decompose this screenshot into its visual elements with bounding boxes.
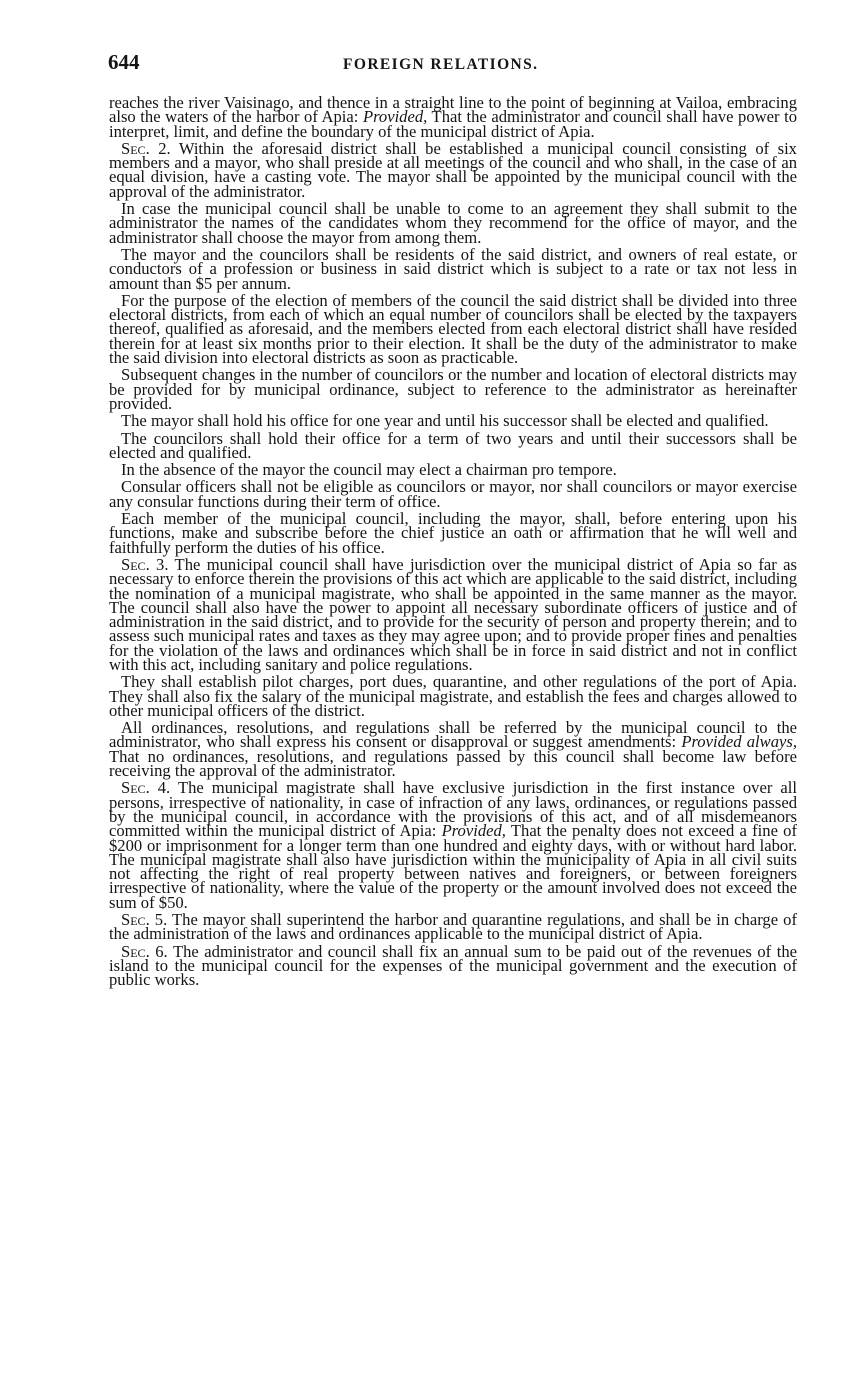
paragraph-text: Each member of the municipal council, including the mayor, shall, before entering upon his functions, make and subscribe before the chief justice an oath or affirmation that he will well and faithfully perform the duties of his office. [109, 509, 797, 557]
paragraph-text: All ordinances, resolutions, and regulations shall be referred by the municipal council to the administrator, who shall express his consent or disapproval or suggest amendments: [109, 718, 797, 752]
paragraph-text: In the absence of the mayor the council may elect a chairman pro tempore. [121, 460, 617, 480]
paragraph-text: That no ordinances, resolutions, and regulations passed by this council shall become law before receiving the approval of the administrator. [109, 746, 797, 781]
section-paragraph [109, 910, 797, 944]
paragraph [109, 244, 797, 293]
page-number: 644 [108, 50, 140, 74]
paragraph-text: reaches the river Vaisinago, and thence in a straight line to the point of beginning at Vailoa, embracing also the waters of the harbor of Apia: [109, 93, 797, 127]
paragraph [109, 477, 797, 511]
paragraph [109, 428, 797, 462]
paragraph-text: They shall establish pilot charges, port dues, quarantine, and other regulations of the port of Apia. They shall also fix the salary of the municipal magistrate, and establish the fees and charges allowed to other municipal officers of the district. [109, 672, 797, 720]
italic-text: Provided, [362, 107, 428, 127]
italic-text: Provided, [441, 821, 506, 841]
section-label: Sec. 4. [121, 778, 171, 798]
paragraph-text: In case the municipal council shall be unable to come to an agreement they shall submit to the administrator the names of the candidates whom they recommend for the office of mayor, and the administrator shall choose the mayor from among them. [109, 199, 797, 247]
section-paragraph [109, 554, 797, 674]
running-head: FOREIGN RELATIONS. [343, 56, 539, 73]
paragraph-text: That the penalty does not exceed a fine of $200 or imprisonment for a longer term than one hundred and eighty days, with or without hard labor. The municipal magistrate shall also have jurisdiction within the municipality of Apia in all civil suits not affecting the right of real property between natives and foreigners, or between foreigners irrespective of nationality, where the value of the property or the amount involved does not exceed the sum of $50. [109, 821, 797, 912]
section-paragraph [109, 778, 797, 912]
paragraph [109, 199, 797, 247]
paragraph-text: The municipal council shall have jurisdiction over the municipal district of Apia so far as necessary to enforce therein the provisions of this act which are applicable to the said district, including the nomination of a municipal magistrate, who shall be appointed in the same manner as the mayor. The council shall also have the power to appoint all necessary subordinate officers of justice and of administration in the said district, and to provide for the security of person and property therein; and to assess such municipal rates and taxes as they may agree upon; and to provide proper fines and penalties for the violation of the laws and ordinances which shall be in force in said district and not in conflict with this act, including sanitary and police regulations. [109, 554, 797, 674]
page-header [108, 50, 798, 80]
paragraph-text: The municipal magistrate shall have exclusive jurisdiction in the first instance over all persons, irrespective of nationality, in case of infraction of any laws, ordinances, or regulations passed by the municipal council, in accordance with the provisions of this act, and of all misdemeanors committed within the municipal district of Apia: [109, 778, 797, 841]
paragraph [109, 718, 797, 781]
body-text [109, 93, 797, 991]
paragraph [109, 290, 797, 368]
section-label: Sec. 3. [121, 554, 169, 574]
paragraph [109, 411, 797, 431]
paragraph-text: The councilors shall hold their office for a term of two years and until their successors shall be elected and qualified. [109, 428, 797, 462]
paragraph [109, 672, 797, 720]
paragraph-text: For the purpose of the election of members of the council the said district shall be divided into three electoral districts, from each of which an equal number of councilors shall be elected by the taxpayers thereof, qualified as aforesaid, and the members elected from each electoral district shall have resided therein for at least six months prior to their election. It shall be the duty of the administrator to make the said division into electoral districts as soon as practicable. [109, 290, 797, 368]
paragraph [109, 365, 797, 413]
paragraph-text: The mayor shall hold his office for one year and until his successor shall be elected and qualified. [121, 411, 769, 431]
paragraph-text: Consular officers shall not be eligible as councilors or mayor, nor shall councilors or mayor exercise any consular functions during their term of office. [109, 477, 797, 511]
italic-text: Provided always, [681, 732, 797, 752]
paragraph [109, 509, 797, 557]
paragraph-text: Subsequent changes in the number of councilors or the number and location of electoral districts may be provided for by municipal ordinance, subject to reference to the administrator as hereinafter provided. [109, 365, 797, 413]
paragraph-text: The administrator and council shall fix an annual sum to be paid out of the revenues of the island to the municipal council for the expenses of the municipal government and the execution of public works. [109, 941, 797, 990]
paragraph [109, 93, 797, 141]
paragraph-text: Within the aforesaid district shall be established a municipal council consisting of six members and a mayor, who shall preside at all meetings of the council and who shall, in the case of an equal division, have a casting vote. The mayor shall be appointed by the municipal council with the approval of the administrator. [109, 138, 797, 201]
section-paragraph [109, 941, 797, 990]
paragraph [109, 460, 797, 480]
section-label: Sec. 5. [121, 910, 168, 930]
paragraph-text: The mayor and the councilors shall be residents of the said district, and owners of real estate, or conductors of a profession or business in said district which is subject to a rate or tax not less in amount than $5 per annum. [109, 244, 797, 293]
section-label: Sec. 2. [121, 138, 171, 158]
paragraph-text: That the administrator and council shall have power to interpret, limit, and define the boundary of the municipal district of Apia. [109, 107, 797, 141]
section-label: Sec. 6. [121, 941, 168, 961]
paragraph-text: The mayor shall superintend the harbor and quarantine regulations, and shall be in charge of the administration of the laws and ordinances applicable to the municipal district of Apia. [109, 910, 797, 944]
section-paragraph [109, 138, 797, 201]
